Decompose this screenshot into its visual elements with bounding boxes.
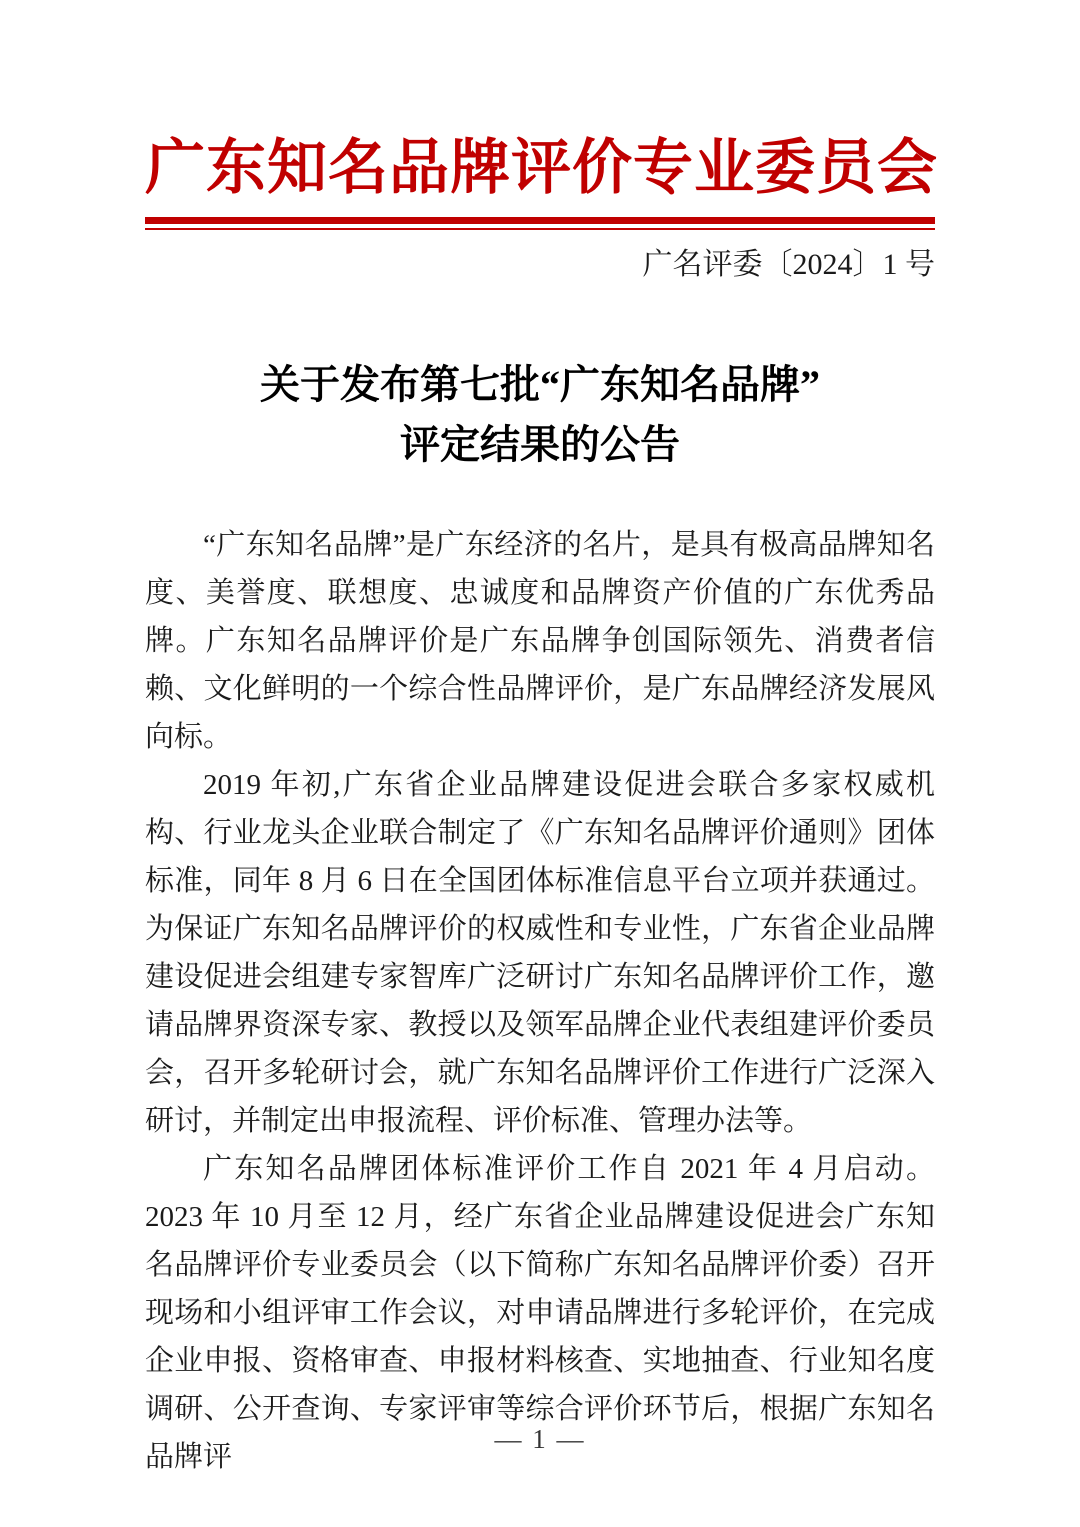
body-paragraph-2: 2019 年初,广东省企业品牌建设促进会联合多家权威机构、行业龙头企业联合制定了《广东知名品牌评价通则》团体标准，同年 8 月 6 日在全国团体标准信息平台立项并获通过。为保证广东知名品牌评价的权威性和专业性，广东省企业品牌建设促进会组建专家智库广泛研讨广东知名品牌评价工作，邀请品牌界资深专家、教授以及领军品牌企业代表组建评价委员会，召开多轮研讨会，就广东知名品牌评价工作进行广泛深入研讨，并制定出申报流程、评价标准、管理办法等。 (145, 769, 935, 1137)
body-paragraph-3: 广东知名品牌团体标准评价工作自 2021 年 4 月启动。2023 年 10 月至 12 月，经广东省企业品牌建设促进会广东知名品牌评价专业委员会（以下简称广东知名品牌评价委）召开现场和小组评审工作会议，对申请品牌进行多轮评价，在完成企业申报、资格审查、申报材料核查、实地抽查、行业知名度调研、公开查询、专家评审等综合评价环节后，根据广东知名品牌评 (145, 1153, 935, 1473)
red-divider-rule (145, 217, 935, 230)
announcement-title (145, 355, 935, 475)
org-name-heading: 广东知名品牌评价专业委员会 (145, 135, 938, 201)
page-number: — 1 — (494, 1424, 586, 1454)
doc-number: 广名评委〔2024〕1 号 (642, 248, 935, 281)
announcement-title-line1: 关于发布第七批“广东知名品牌” (260, 362, 820, 407)
body-paragraph-1: “广东知名品牌”是广东经济的名片，是具有极高品牌知名度、美誉度、联想度、忠诚度和品牌资产价值的广东优秀品牌。广东知名品牌评价是广东品牌争创国际领先、消费者信赖、文化鲜明的一个综合性品牌评价，是广东品牌经济发展风向标。 (145, 529, 935, 753)
body-text (145, 521, 935, 1481)
announcement-title-line2: 评定结果的公告 (400, 422, 680, 467)
